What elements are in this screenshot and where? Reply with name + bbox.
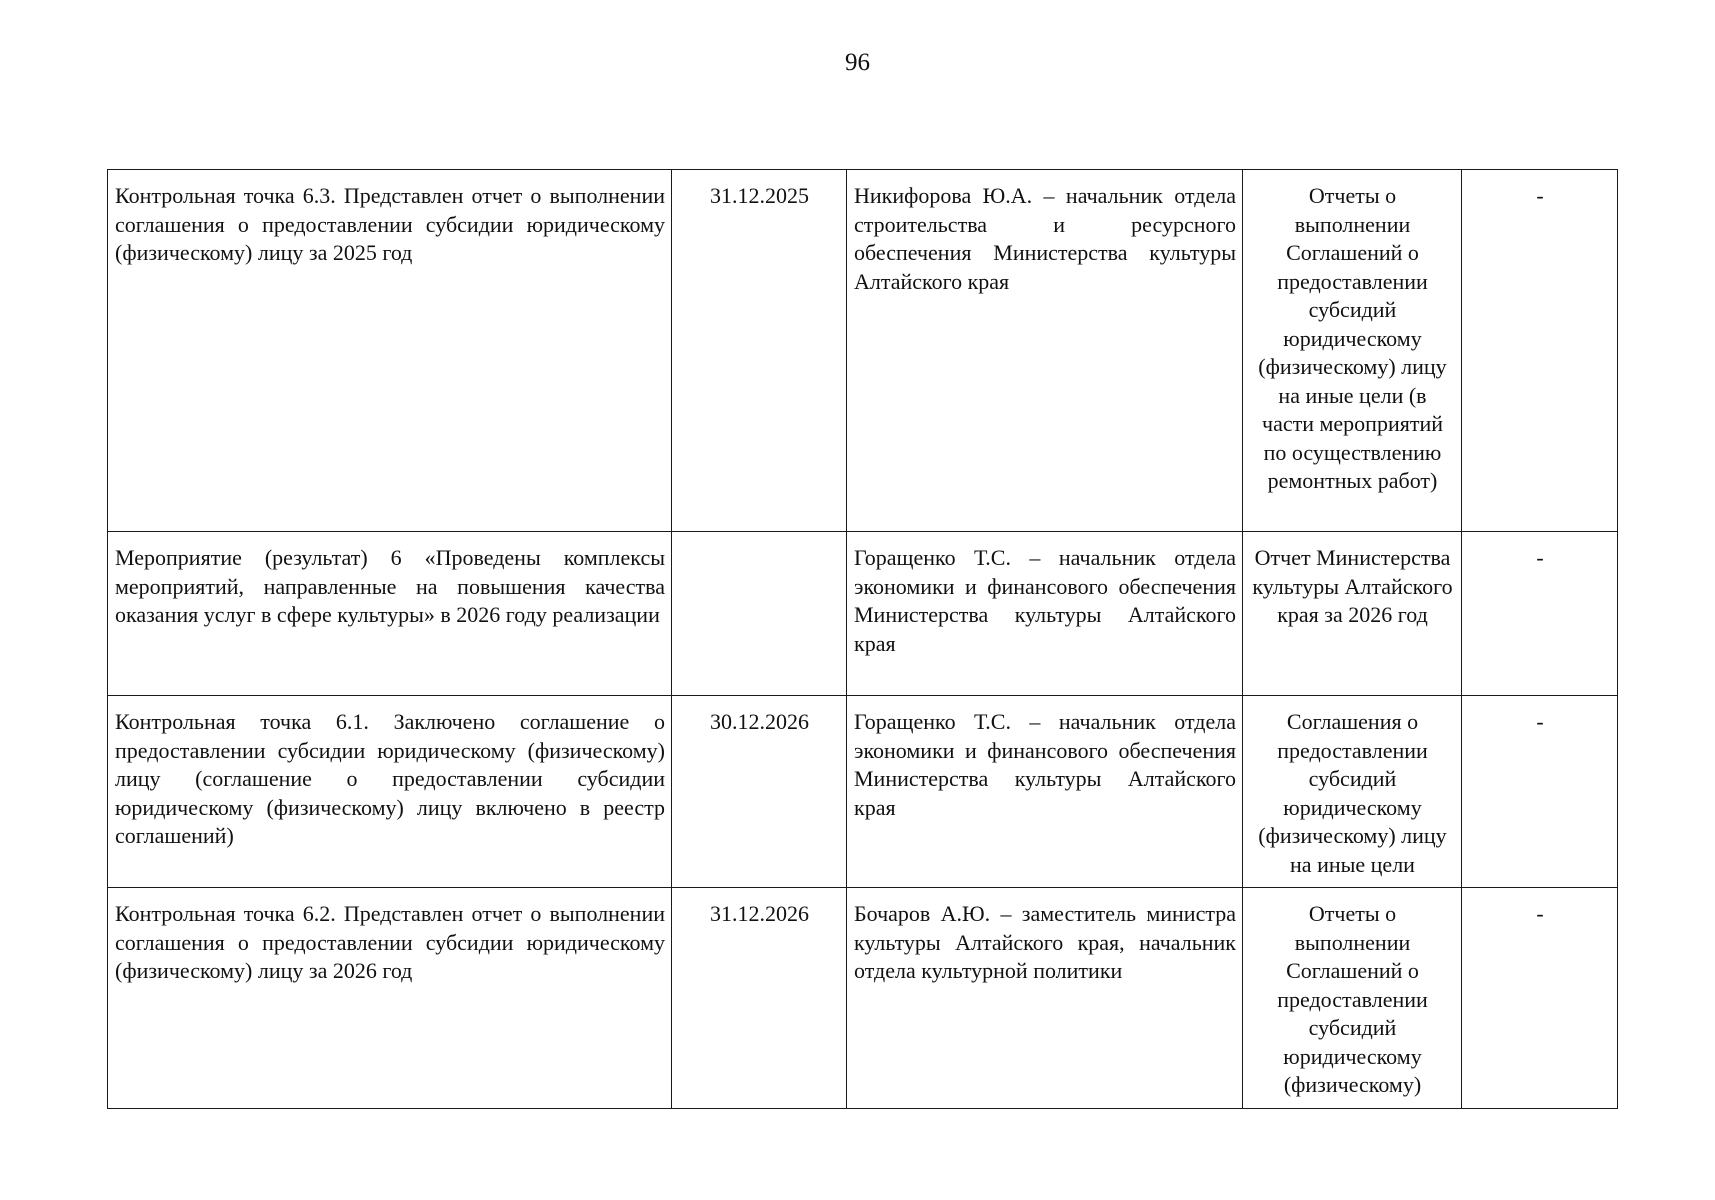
cell-date bbox=[672, 532, 847, 696]
cell-event-name: Контрольная точка 6.2. Представлен отчет о выполнении соглашения о предоставлении субсидии юридическому (физическому) лицу за 2026 год bbox=[108, 888, 672, 1109]
cell-date: 30.12.2026 bbox=[672, 696, 847, 888]
cell-note: - bbox=[1462, 532, 1618, 696]
cell-document: Отчет Министерства культуры Алтайского края за 2026 год bbox=[1243, 532, 1462, 696]
cell-responsible: Горащенко Т.С. – начальник отдела экономики и финансового обеспечения Министерства культуры Алтайского края bbox=[847, 532, 1243, 696]
cell-note: - bbox=[1462, 170, 1618, 532]
cell-note: - bbox=[1462, 888, 1618, 1109]
table-row bbox=[108, 888, 1618, 1109]
control-points-table bbox=[107, 169, 1618, 1109]
cell-document: Отчеты о выполнении Соглашений о предоставлении субсидий юридическому (физическому) лицу на иные цели (в части мероприятий по осуществлению ремонтных работ) bbox=[1243, 170, 1462, 532]
cell-document: Отчеты о выполнении Соглашений о предоставлении субсидий юридическому (физическому) bbox=[1243, 888, 1462, 1109]
cell-note: - bbox=[1462, 696, 1618, 888]
cell-event-name: Контрольная точка 6.1. Заключено соглашение о предоставлении субсидии юридическому (физическому) лицу (соглашение о предоставлении субсидии юридическому (физическому) лицу включено в реестр соглашений) bbox=[108, 696, 672, 888]
table-row bbox=[108, 696, 1618, 888]
table-row bbox=[108, 532, 1618, 696]
cell-date: 31.12.2025 bbox=[672, 170, 847, 532]
cell-document: Соглашения о предоставлении субсидий юридическому (физическому) лицу на иные цели bbox=[1243, 696, 1462, 888]
cell-responsible: Никифорова Ю.А. – начальник отдела строительства и ресурсного обеспечения Министерства культуры Алтайского края bbox=[847, 170, 1243, 532]
cell-event-name: Мероприятие (результат) 6 «Проведены комплексы мероприятий, направленные на повышения качества оказания услуг в сфере культуры» в 2026 году реализации bbox=[108, 532, 672, 696]
table-row bbox=[108, 170, 1618, 532]
cell-responsible: Бочаров А.Ю. – заместитель министра культуры Алтайского края, начальник отдела культурной политики bbox=[847, 888, 1243, 1109]
cell-responsible: Горащенко Т.С. – начальник отдела экономики и финансового обеспечения Министерства культуры Алтайского края bbox=[847, 696, 1243, 888]
page-number: 96 bbox=[845, 49, 870, 76]
cell-event-name: Контрольная точка 6.3. Представлен отчет о выполнении соглашения о предоставлении субсидии юридическому (физическому) лицу за 2025 год bbox=[108, 170, 672, 532]
cell-date: 31.12.2026 bbox=[672, 888, 847, 1109]
